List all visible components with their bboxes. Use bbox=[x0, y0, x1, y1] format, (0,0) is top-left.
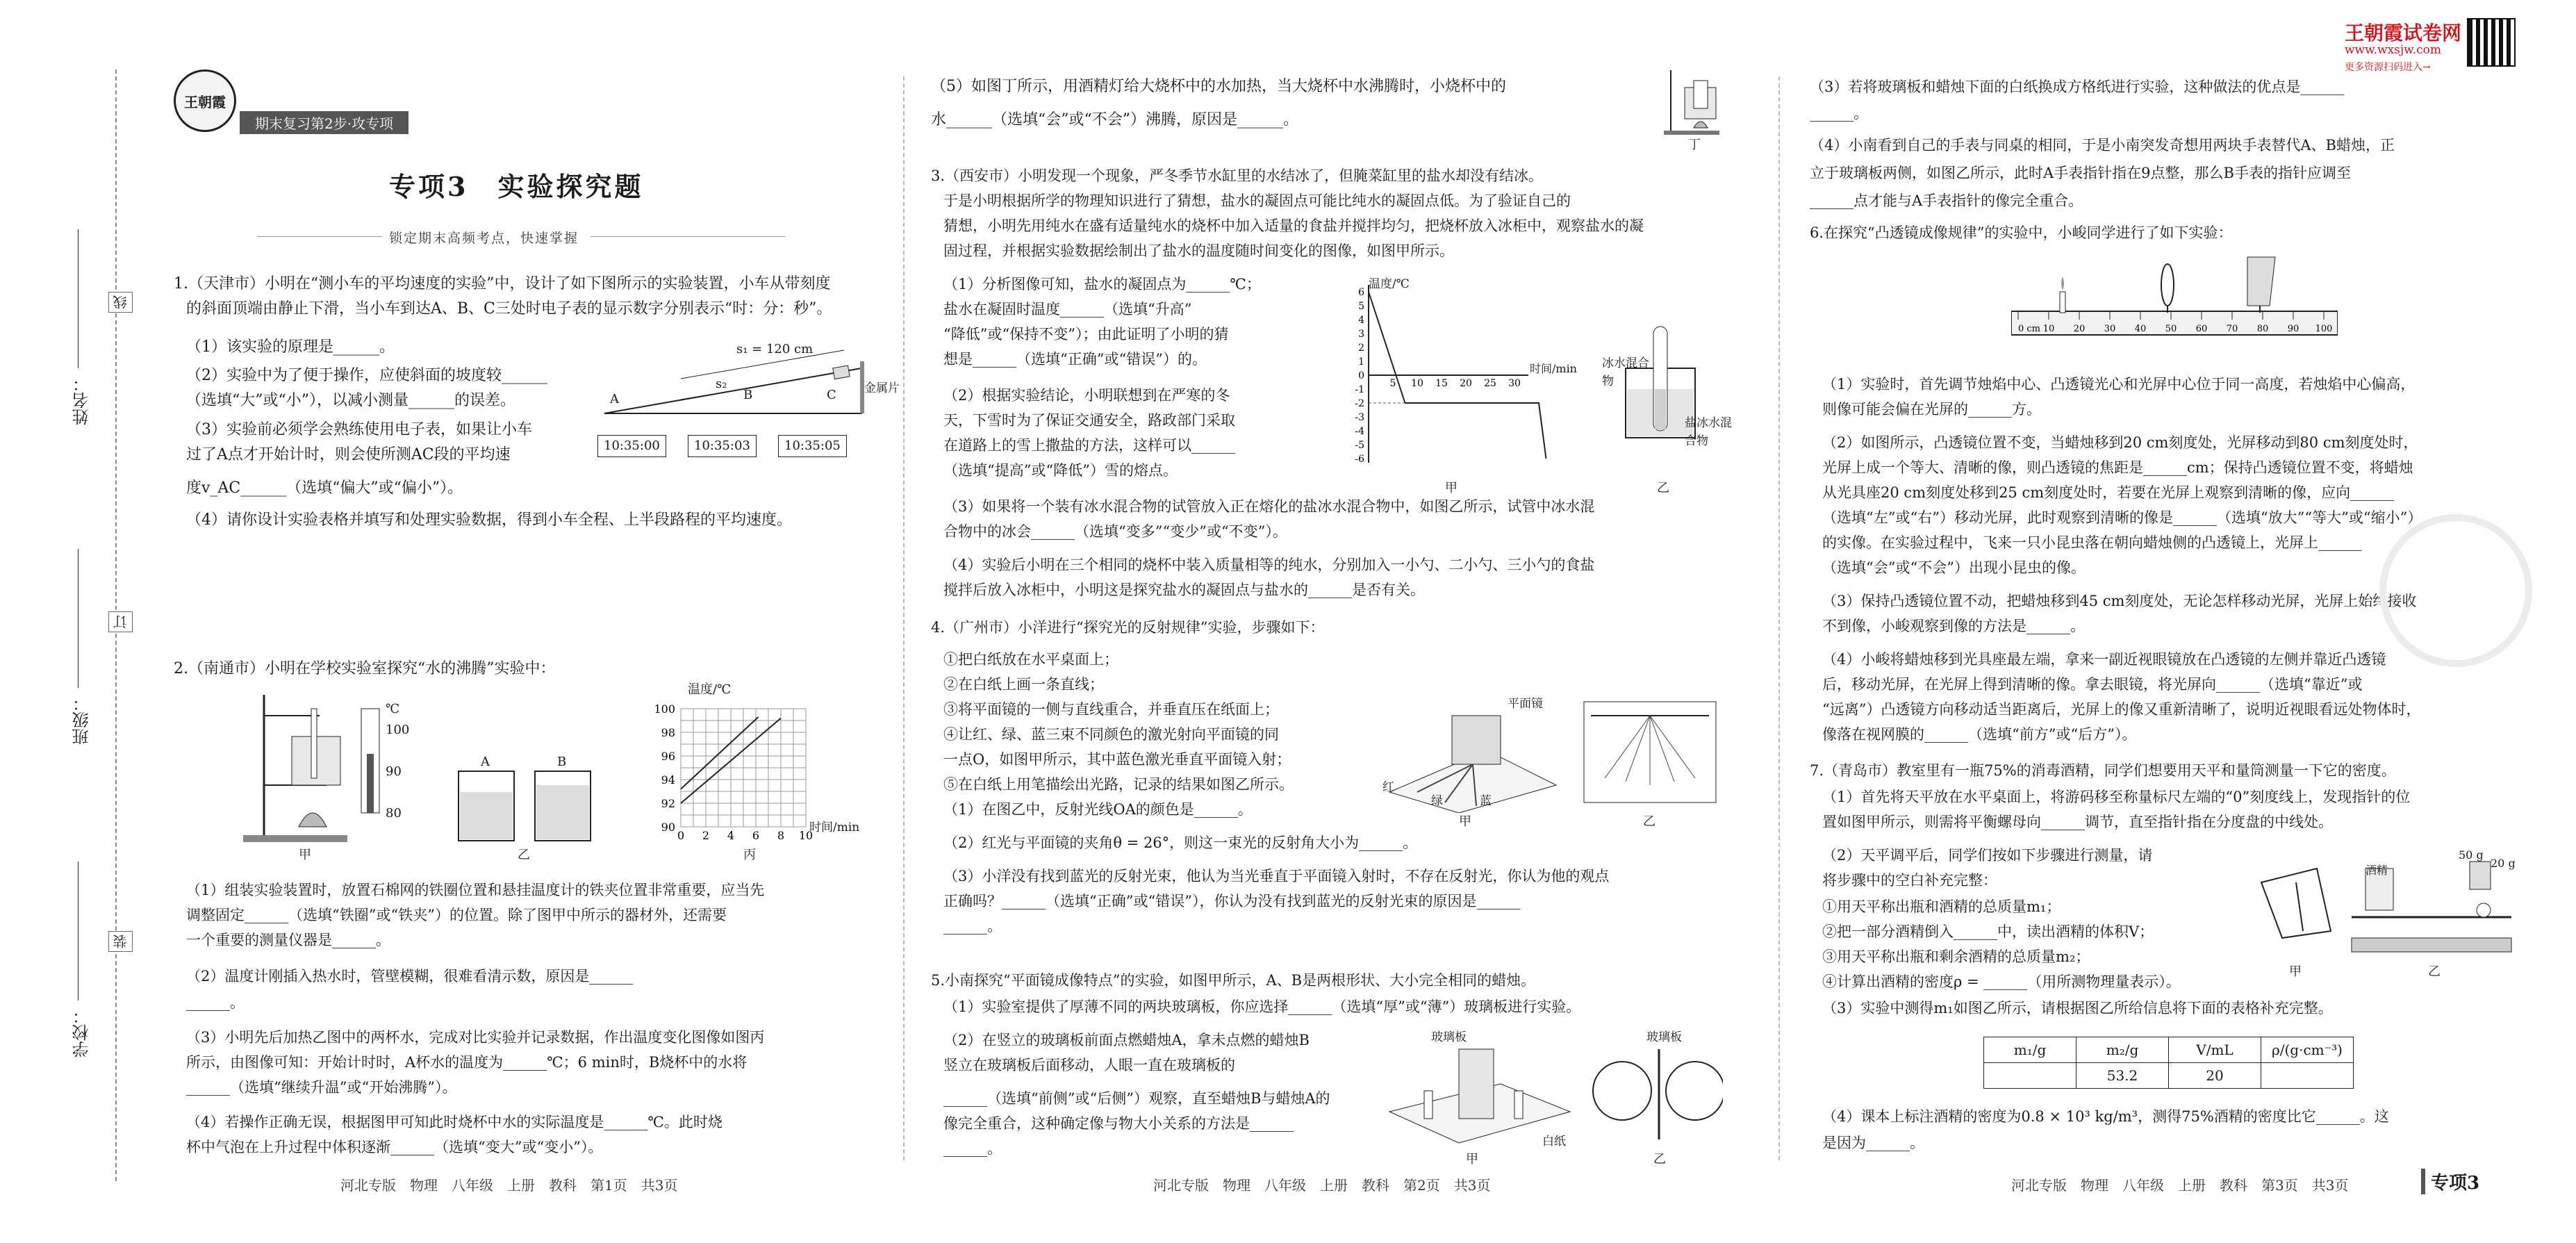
q2-line: ______。 bbox=[186, 994, 245, 1011]
salt-ylabel: 温度/℃ bbox=[1369, 277, 1410, 291]
temperature-chart bbox=[646, 682, 860, 862]
mark-3: 装 bbox=[108, 931, 133, 952]
logo-text: 王朝霞 bbox=[184, 94, 226, 110]
name-label: 姓名： bbox=[72, 375, 92, 425]
brand-block bbox=[2345, 18, 2511, 81]
column-divider bbox=[903, 76, 905, 1160]
q2-line: 一个重要的测量仪器是______。 bbox=[186, 932, 390, 948]
q7-line: 是因为______。 bbox=[1822, 1135, 1924, 1151]
y-tick: -2 bbox=[1355, 398, 1364, 409]
x-tick: 15 bbox=[1435, 378, 1448, 389]
q5-line: 像完全重合，这种确定像与物大小关系的方法是______ bbox=[943, 1115, 1294, 1132]
q7-line: （4）课本上标注酒精的密度为0.8 × 10³ kg/m³，测得75%酒精的密度比它______。这 bbox=[1822, 1108, 2389, 1125]
q3-line: 搅拌后放入冰柜中，小明这是探究盐水的凝固点与盐水的______是否有关。 bbox=[943, 582, 1425, 598]
x-tick: 25 bbox=[1484, 378, 1496, 389]
q6-line: 不到像，小峻观察到像的方法是______。 bbox=[1822, 618, 2085, 634]
qr-code-icon[interactable] bbox=[2467, 18, 2516, 67]
point-b: B bbox=[743, 388, 753, 402]
q2-head: 2.（南通市）小明在学校实验室探究“水的沸腾”实验中： bbox=[174, 660, 556, 677]
boiling-figure bbox=[229, 682, 860, 862]
q4-line: （3）小洋没有找到蓝光的反射光束，他认为当光垂直于平面镜入射时，不存在反射光，你认为他的观点 bbox=[943, 868, 1610, 884]
q7-line: ①用天平称出瓶和酒精的总质量m₁； bbox=[1822, 898, 2061, 915]
school-field[interactable] bbox=[78, 862, 79, 1001]
timer: 10:35:05 bbox=[778, 435, 847, 457]
q1-line: （4）请你设计实验表格并填写和处理实验数据，得到小车全程、上半段路程的平均速度。 bbox=[186, 511, 793, 529]
q6-line: （3）保持凸透镜位置不动，把蜡烛移到45 cm刻度处，无论怎样移动光屏，光屏上始终接收 bbox=[1822, 593, 2417, 609]
q6-line: 则像可能会偏在光屏的______方。 bbox=[1822, 401, 2041, 418]
school-label: 学校： bbox=[72, 1007, 92, 1057]
salt-xlabel: 时间/min bbox=[1530, 362, 1577, 375]
q7-line: 置如图甲所示，则需将平衡螺母向______调节，直至指针指在分度盘的中线处。 bbox=[1822, 814, 2333, 830]
caption-yi: 乙 bbox=[1643, 814, 1656, 829]
table-cell[interactable] bbox=[2261, 1063, 2354, 1089]
class-field[interactable] bbox=[78, 549, 79, 688]
q3-line: 3.（西安市）小明发现一个现象，严冬季节水缸里的水结冰了，但腌菜缸里的盐水却没有结冰。 bbox=[931, 167, 1544, 184]
q5-more-line: （3）若将玻璃板和蜡烛下面的白纸换成方格纸进行实验，这种做法的优点是______ bbox=[1810, 79, 2345, 95]
y-tick: 1 bbox=[1358, 356, 1364, 368]
table-header: V/mL bbox=[2169, 1037, 2261, 1063]
q3-line: （2）根据实验结论，小明联想到在严寒的冬 bbox=[943, 387, 1230, 404]
ruler-label: 80 bbox=[2256, 324, 2269, 334]
thermo-unit: ℃ bbox=[386, 702, 400, 716]
q4-line: （1）在图乙中，反射光线OA的颜色是______。 bbox=[943, 801, 1253, 818]
banner bbox=[240, 111, 408, 134]
q3-line: 盐水在凝固时温度______（选填“升高” bbox=[943, 301, 1192, 318]
x-tick: 5 bbox=[1389, 378, 1396, 389]
q6-line: 后，移动光屏，在光屏上得到清晰的像。拿去眼镜，将光屏向______（选填“靠近”或 bbox=[1822, 676, 2363, 693]
q4-line: ②在白纸上画一条直线； bbox=[943, 676, 1104, 693]
q1-line: （选填“大”或“小”），以减小测量______的误差。 bbox=[186, 392, 515, 409]
q6-line: “远离”）凸透镜方向移动适当距离后，光屏上的像又重新清晰了，说明近视眼看远处物体时， bbox=[1822, 701, 2421, 718]
table-header-row bbox=[1984, 1037, 2354, 1063]
ruler-label: 100 bbox=[2315, 324, 2333, 334]
q2-line: （4）若操作正确无误，根据图甲可知此时烧杯中水的实际温度是______℃。此时烧 bbox=[186, 1114, 723, 1130]
optical-bench-svg bbox=[2011, 250, 2338, 354]
mix-label-1: 冰水混合物 bbox=[1602, 356, 1649, 388]
chart-ylabel: 温度/℃ bbox=[688, 682, 732, 697]
y-tick: 96 bbox=[661, 750, 675, 763]
q5-line: （2）在竖立的玻璃板前面点燃蜡烛A，拿未点燃的蜡烛B bbox=[943, 1032, 1310, 1048]
q6-line: 6.在探究“凸透镜成像规律”的实验中，小峻同学进行了如下实验： bbox=[1810, 224, 2233, 241]
q3-line: 合物中的冰会______（选填“变多”“变少”或“不变”）。 bbox=[943, 523, 1287, 540]
table-cell: 20 bbox=[2169, 1063, 2261, 1089]
q4-line: （2）红光与平面镜的夹角θ = 26°，则这一束光的反射角大小为______。 bbox=[943, 834, 1418, 851]
mirror-label: 平面镜 bbox=[1508, 697, 1543, 711]
paper-label: 白纸 bbox=[1542, 1135, 1566, 1149]
cup-b-label: B bbox=[557, 755, 567, 769]
q6-line: （选填“会”或“不会”）出现小昆虫的像。 bbox=[1822, 559, 2086, 576]
q7-line: ④计算出酒精的密度ρ = ______（用所测物理量表示）。 bbox=[1822, 973, 2181, 990]
balance-figure bbox=[2240, 841, 2518, 987]
caption-jia: 甲 bbox=[1445, 481, 1458, 495]
q6-line: 光屏上成一个等大、清晰的像，则凸透镜的焦距是______cm；保持凸透镜位置不变，将蜡烛 bbox=[1822, 459, 2413, 476]
salt-chart-svg bbox=[1341, 278, 1591, 479]
q7-line: ③用天平称出瓶和剩余酒精的总质量m₂； bbox=[1822, 948, 2090, 965]
y-tick: 6 bbox=[1358, 287, 1364, 298]
caption-yi: 乙 bbox=[518, 848, 530, 862]
q3-line: （3）如果将一个装有冰水混合物的试管放入正在熔化的盐冰水混合物中，如图乙所示，试管中冰水混 bbox=[943, 498, 1595, 515]
x-tick: 2 bbox=[702, 829, 710, 842]
table-header: m₂/g bbox=[2077, 1037, 2169, 1063]
ray-label: 蓝 bbox=[1480, 794, 1492, 808]
thermo-tick: 80 bbox=[386, 806, 402, 821]
q4-line: ⑤在白纸上用笔描绘出光路，记录的结果如图乙所示。 bbox=[943, 776, 1294, 793]
q4-line: ③将平面镜的一侧与直线重合，并垂直压在纸面上； bbox=[943, 701, 1279, 718]
q6-line: （1）实验时，首先调节烛焰中心、凸透镜光心和光屏中心位于同一高度，若烛焰中心偏高， bbox=[1822, 376, 2416, 393]
footer-page2: 河北专版 物理 八年级 上册 教科 第2页 共3页 bbox=[1153, 1177, 1491, 1194]
q7-line: （1）首先将天平放在水平桌面上，将游码移至称量标尺左端的“0”刻度线上，发现指针的位 bbox=[1822, 789, 2411, 805]
y-tick: 2 bbox=[1358, 343, 1364, 354]
y-tick: -6 bbox=[1355, 454, 1364, 465]
x-tick: 6 bbox=[752, 829, 760, 842]
column-2 bbox=[931, 0, 1732, 1243]
subtitle-rule-right bbox=[591, 236, 785, 237]
corner-tag: 专项3 bbox=[2421, 1169, 2479, 1194]
caption-ding: 丁 bbox=[1688, 138, 1701, 152]
ruler-label: 40 bbox=[2134, 324, 2147, 334]
ruler-label: 30 bbox=[2104, 324, 2116, 334]
q3-line: 天，下雪时为了保证交通安全，路政部门采取 bbox=[943, 412, 1235, 429]
y-tick: 94 bbox=[661, 773, 675, 787]
q4-line: 一点O，如图甲所示，其中蓝色激光垂直平面镜入射； bbox=[943, 751, 1291, 768]
optical-bench-figure bbox=[2011, 250, 2338, 354]
y-tick: -4 bbox=[1355, 426, 1364, 437]
x-tick: 30 bbox=[1508, 378, 1521, 389]
y-tick: 5 bbox=[1358, 301, 1364, 312]
q5-line: （1）实验室提供了厚薄不同的两块玻璃板，你应选择______（选填“厚”或“薄”）玻璃板进行实验。 bbox=[943, 998, 1581, 1015]
q1-line: （3）实验前必须学会熟练使用电子表，如果让小车 bbox=[186, 421, 532, 438]
q1-line: 过了A点才开始计时，则会使所测AC段的平均速 bbox=[186, 446, 511, 463]
caption-jia: 甲 bbox=[1459, 814, 1471, 829]
q5-line: 竖立在玻璃板后面移动，人眼一直在玻璃板的 bbox=[943, 1057, 1235, 1073]
glass-label: 玻璃板 bbox=[1431, 1030, 1467, 1044]
q2-line: 杯中气泡在上升过程中体积逐渐______（选填“变大”或“变小”）。 bbox=[186, 1139, 603, 1155]
x-tick: 0 bbox=[677, 829, 685, 842]
q4-line: 4.（广州市）小洋进行“探究光的反射规律”实验，步骤如下： bbox=[931, 619, 1325, 636]
brand-name: 王朝霞试卷网 bbox=[2345, 22, 2462, 44]
column-3 bbox=[1810, 0, 2518, 1243]
ruler-label: 90 bbox=[2287, 324, 2300, 334]
caption-jia: 甲 bbox=[299, 848, 311, 862]
mark-1: 线 bbox=[108, 292, 133, 313]
q5-more-line: ______点才能与A手表指针的像完全重合。 bbox=[1810, 192, 2083, 209]
q5-more-line: 立于玻璃板两侧，如图乙所示，此时A手表指针指在9点整，那么B手表的指针应调至 bbox=[1810, 165, 2351, 181]
banner-tag: 期末复习第2步·攻专项 bbox=[240, 111, 408, 134]
q4-line: ①把白纸放在水平桌面上； bbox=[943, 651, 1118, 668]
q6-line: 从光具座20 cm刻度处移到25 cm刻度处时，若要在光屏上观察到清晰的像，应向______ bbox=[1822, 484, 2395, 501]
timer: 10:35:03 bbox=[688, 435, 757, 457]
q1-line: （1）该实验的原理是______。 bbox=[186, 338, 395, 356]
mirror-figure bbox=[1376, 1021, 1723, 1167]
y-tick: 92 bbox=[661, 797, 675, 810]
table-header: ρ/(g·cm⁻³) bbox=[2261, 1037, 2354, 1063]
q6-line: （2）如图所示，凸透镜位置不变，当蜡烛移到20 cm刻度处，光屏移动到80 cm刻度处时， bbox=[1822, 434, 2418, 451]
page-subtitle: 锁定期末高频考点，快速掌握 bbox=[389, 231, 579, 246]
reflection-svg bbox=[1376, 688, 1723, 813]
y-tick: -1 bbox=[1355, 384, 1364, 395]
q1-line: 1.（天津市）小明在“测小车的平均速度的实验”中，设计了如下图所示的实验装置，小车从带刻度 bbox=[174, 275, 831, 293]
point-c: C bbox=[827, 388, 836, 402]
brand-promo: 更多资源扫码进入→ bbox=[2345, 62, 2431, 73]
x-tick: 10 bbox=[1411, 378, 1423, 389]
x-tick: 10 bbox=[798, 829, 814, 842]
q1-line: （2）实验中为了便于操作，应使斜面的坡度较______ bbox=[186, 367, 547, 384]
q7-line: 7.（青岛市）教室里有一瓶75%的消毒酒精，同学们想要用天平和量筒测量一下它的密度。 bbox=[1810, 762, 2396, 779]
q3-line: 想是______（选填“正确”或“错误”）的。 bbox=[943, 351, 1207, 368]
y-tick: 100 bbox=[654, 702, 675, 716]
q7-line: 将步骤中的空白补充完整： bbox=[1822, 872, 1997, 889]
mix-label-2: 盐冰水混合物 bbox=[1685, 416, 1732, 448]
column-divider bbox=[1778, 76, 1780, 1160]
ray-label: 绿 bbox=[1431, 794, 1443, 808]
reflection-figure bbox=[1376, 688, 1723, 829]
watermark-seal bbox=[2379, 514, 2532, 667]
x-tick: 20 bbox=[1460, 378, 1472, 389]
y-tick: 90 bbox=[661, 821, 675, 834]
q3-line: （1）分析图像可知，盐水的凝固点为______℃； bbox=[943, 276, 1261, 293]
caption-jia: 甲 bbox=[2289, 964, 2302, 979]
q1-line: 的斜面顶端由静止下滑，当小车到达A、B、C三处时电子表的显示数字分别表示“时：分：秒”。 bbox=[186, 300, 832, 318]
x-tick: 8 bbox=[777, 829, 785, 842]
logo bbox=[174, 69, 236, 132]
y-tick: 3 bbox=[1358, 329, 1364, 340]
ruler-label: 0 cm bbox=[2018, 324, 2041, 334]
caption-yi: 乙 bbox=[1653, 1152, 1666, 1167]
subtitle-rule-left bbox=[257, 236, 382, 237]
y-tick: 98 bbox=[661, 726, 675, 739]
class-label: 班级： bbox=[72, 695, 92, 745]
q2-line: （3）小明先后加热乙图中的两杯水，完成对比实验并记录数据，作出温度变化图像如图丙 bbox=[186, 1029, 765, 1046]
q6-line: （4）小峻将蜡烛移到光具座最左端，拿来一副近视眼镜放在凸透镜的左侧并靠近凸透镜 bbox=[1822, 651, 2386, 668]
footer-page3: 河北专版 物理 八年级 上册 教科 第3页 共3页 bbox=[2011, 1177, 2349, 1194]
y-tick: -3 bbox=[1355, 412, 1364, 423]
table-cell: 53.2 bbox=[2077, 1063, 2169, 1089]
y-tick: -5 bbox=[1355, 440, 1364, 451]
q2-line: 调整固定______（选填“铁圈”或“铁夹”）的位置。除了图甲中所示的器材外，还需要 bbox=[186, 907, 727, 923]
chart-xlabel: 时间/min bbox=[809, 821, 860, 834]
ruler-label: 20 bbox=[2073, 324, 2086, 334]
q4-line: 正确吗？______（选填“正确”或“错误”），你认为没有找到蓝光的反射光束的原因是______ bbox=[943, 893, 1521, 909]
mark-2: 订 bbox=[108, 611, 133, 632]
y-tick: 4 bbox=[1358, 315, 1364, 326]
q6-line: （选填“左”或“右”）移动光屏，此时观察到清晰的像是______（选填“放大”“等大”或“缩小”） bbox=[1822, 509, 2422, 526]
q3-line: “降低”或“保持不变”）；由此证明了小明的猜 bbox=[943, 326, 1229, 343]
q5-line: 5.小南探究“平面镜成像特点”的实验，如图甲所示，A、B是两根形状、大小完全相同的蜡烛。 bbox=[931, 972, 1536, 989]
q2-5-line: （5）如图丁所示，用酒精灯给大烧杯中的水加热，当大烧杯中水沸腾时，小烧杯中的 bbox=[931, 78, 1506, 95]
ruler-label: 10 bbox=[2042, 324, 2055, 334]
brand-url: www.wxsjw.com bbox=[2345, 43, 2441, 57]
weight-label: 50 g bbox=[2459, 848, 2484, 862]
column-1 bbox=[174, 0, 900, 1243]
bottle-label: 酒精 bbox=[2366, 864, 2388, 877]
q3-line: 固过程，并根据实验数据绘制出了盐水的温度随时间变化的图像，如图甲所示。 bbox=[943, 242, 1454, 259]
caption-yi: 乙 bbox=[2428, 964, 2441, 979]
ruler-label: 60 bbox=[2195, 324, 2208, 334]
s2-label: s₂ bbox=[716, 377, 727, 391]
q5-more-line: （4）小南看到自己的手表与同桌的相同，于是小南突发奇想用两块手表替代A、B蜡烛，正 bbox=[1810, 137, 2395, 154]
q3-line: （选填“提高”或“降低”）雪的熔点。 bbox=[943, 462, 1178, 479]
plate-label: 金属片 bbox=[864, 381, 900, 395]
q5-line: ______。 bbox=[943, 1140, 1002, 1157]
footer-page1: 河北专版 物理 八年级 上册 教科 第1页 共3页 bbox=[340, 1177, 678, 1194]
dist-label: s₁ = 120 cm bbox=[736, 342, 814, 356]
y-tick: 0 bbox=[1358, 370, 1364, 381]
table-cell[interactable] bbox=[1984, 1063, 2077, 1089]
table-header: m₁/g bbox=[1984, 1037, 2077, 1063]
q2-line: 所示，由图像可知：开始计时时，A杯水的温度为______℃；6 min时，B烧杯中的水将 bbox=[186, 1054, 748, 1071]
q3-line: （4）实验后小明在三个相同的烧杯中装入质量相等的纯水，分别加入一小勺、二小勺、三小勺的食盐 bbox=[943, 557, 1595, 573]
thermo-tick: 90 bbox=[386, 764, 402, 779]
q7-line: （3）实验中测得m₁如图乙所示，请根据图乙所给信息将下面的表格补充完整。 bbox=[1822, 1000, 2333, 1016]
cup-a-label: A bbox=[481, 755, 490, 769]
point-a: A bbox=[610, 392, 619, 406]
q5-more-line: ______。 bbox=[1810, 105, 1868, 122]
q1-line: 度v_AC______（选填“偏大”或“偏小”）。 bbox=[186, 479, 463, 497]
caption-bing: 丙 bbox=[743, 848, 756, 862]
ruler-label: 50 bbox=[2165, 324, 2177, 334]
ruler-label: 70 bbox=[2226, 324, 2238, 334]
binding-strip bbox=[0, 0, 160, 1243]
table-row bbox=[1984, 1063, 2354, 1089]
q4-line: ④让红、绿、蓝三束不同颜色的激光射向平面镜的同 bbox=[943, 726, 1279, 743]
q6-line: 的实像。在实验过程中，飞来一只小昆虫落在朝向蜡烛侧的凸透镜上，光屏上______ bbox=[1822, 534, 2362, 551]
q4-line: ______。 bbox=[943, 918, 1002, 935]
salt-figure bbox=[1341, 277, 1732, 495]
ray-label: 红 bbox=[1382, 780, 1394, 794]
q3-line: 猜想，小明先用纯水在盛有适量纯水的烧杯中加入适量的食盐并搅拌均匀，把烧杯放入冰柜中，观察盐水的凝 bbox=[943, 217, 1644, 234]
q5-line: ______（选填“前侧”或“后侧”）观察，直至蜡烛B与蜡烛A的 bbox=[943, 1090, 1330, 1107]
q3-line: 于是小明根据所学的物理知识进行了猜想，盐水的凝固点可能比纯水的凝固点低。为了验证自己的 bbox=[943, 192, 1571, 209]
q2-5-line: 水______（选填“会”或“不会”）沸腾，原因是______。 bbox=[931, 111, 1298, 129]
caption-yi: 乙 bbox=[1657, 481, 1669, 495]
q7-line: ②把一部分酒精倒入______中，读出酒精的体积V； bbox=[1822, 923, 2154, 940]
weight-label: 20 g bbox=[2491, 857, 2516, 870]
page-title: 专项3 实验探究题 bbox=[389, 171, 644, 202]
q2-line: ______（选填“继续升温”或“开始沸腾”）。 bbox=[186, 1079, 457, 1096]
figure-ding-svg bbox=[1660, 67, 1723, 143]
caption-jia: 甲 bbox=[1466, 1152, 1478, 1167]
figure-ding bbox=[1660, 67, 1723, 150]
x-tick: 4 bbox=[727, 829, 735, 842]
incline-figure bbox=[597, 342, 900, 466]
q7-line: （2）天平调平后，同学们按如下步骤进行测量，请 bbox=[1822, 847, 2153, 864]
timer: 10:35:00 bbox=[597, 435, 666, 457]
data-table bbox=[1983, 1037, 2354, 1089]
glass-label-2: 玻璃板 bbox=[1646, 1030, 1682, 1044]
q3-line: 在道路上的雪上撒盐的方法，这样可以______ bbox=[943, 437, 1235, 454]
q2-line: （2）温度计刚插入热水时，管壁模糊，很难看清示数，原因是______ bbox=[186, 968, 634, 985]
name-field[interactable] bbox=[78, 229, 79, 368]
series-line-a bbox=[681, 717, 759, 789]
q2-line: （1）组装实验装置时，放置石棉网的铁圈位置和悬挂温度计的铁夹位置非常重要，应当先 bbox=[186, 882, 765, 898]
thermo-tick: 100 bbox=[386, 723, 410, 737]
q6-line: 像落在视网膜的______（选填“前方”或“后方”）。 bbox=[1822, 726, 2137, 743]
